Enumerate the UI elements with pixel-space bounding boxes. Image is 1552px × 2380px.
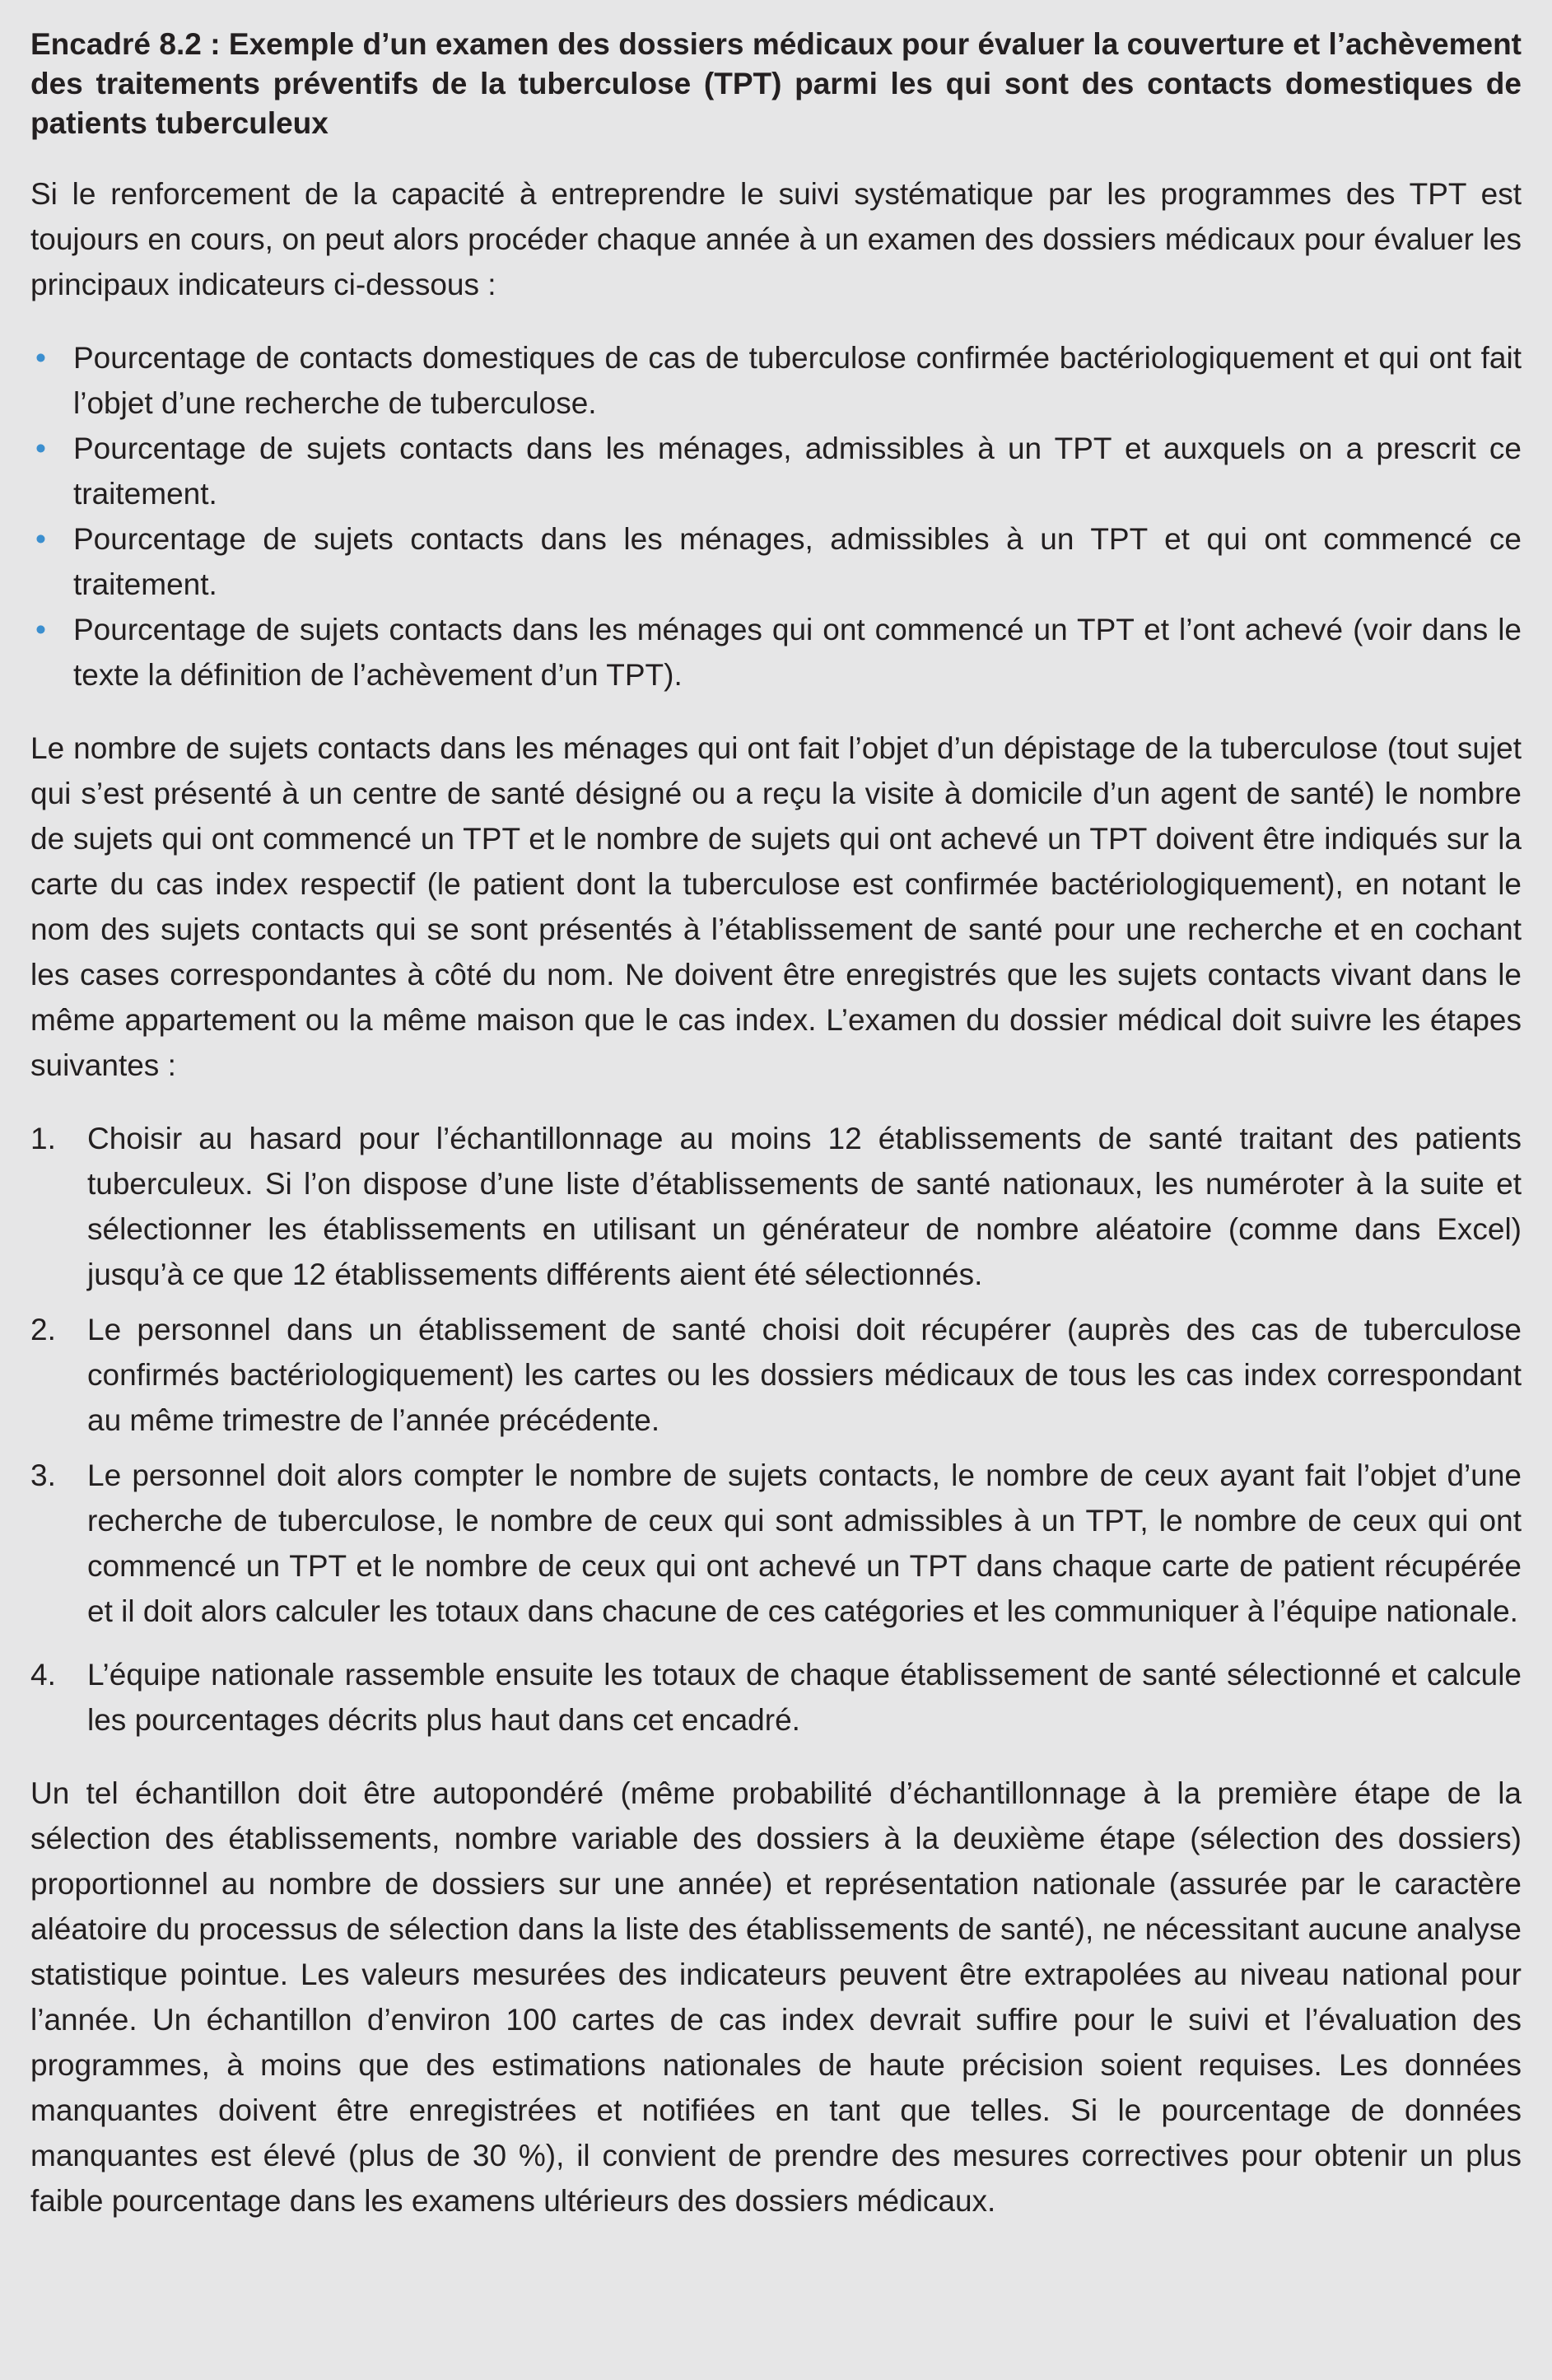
step-text: Le personnel dans un établissement de santé choisi doit récupérer (auprès des cas de tuberculose confirmés bactériologiquement) les cartes ou les dossiers médicaux de tous les cas index correspondant au même trimestre de l’année précédente. — [87, 1313, 1522, 1437]
step-item — [30, 1652, 1522, 1743]
indicator-list — [30, 335, 1522, 698]
step-text: L’équipe nationale rassemble ensuite les totaux de chaque établissement de santé sélectionné et calcule les pourcentages décrits plus haut dans cet encadré. — [87, 1658, 1522, 1737]
list-item-text: Pourcentage de sujets contacts dans les ménages, admissibles à un TPT et qui ont commencé ce traitement. — [73, 522, 1522, 601]
step-number: 2. — [30, 1313, 56, 1346]
bullet-icon: • — [35, 432, 46, 465]
step-number: 3. — [30, 1458, 56, 1492]
box-title: Encadré 8.2 : Exemple d’un examen des dossiers médicaux pour évaluer la couverture et l’achèvement des traitements préventifs de la tuberculose (TPT) parmi les qui sont des contacts domestiques de patients tuberculeux — [30, 27, 1522, 140]
list-item — [30, 516, 1522, 607]
step-item — [30, 1307, 1522, 1443]
list-item — [30, 607, 1522, 698]
step-number: 4. — [30, 1658, 56, 1692]
bullet-icon: • — [35, 613, 46, 646]
list-item-text: Pourcentage de sujets contacts dans les ménages qui ont commencé un TPT et l’ont achevé (voir dans le texte la définition de l’achèvement d’un TPT). — [73, 613, 1522, 692]
closing-paragraph: Un tel échantillon doit être autopondéré (même probabilité d’échantillonnage à la première étape de la sélection des établissements, nombre variable des dossiers à la deuxième étape (sélection des dossiers) proportionnel au nombre de dossiers sur une année) et représentation nationale (assurée par le caractère aléatoire du processus de sélection dans la liste des établissements de santé), ne nécessitant aucune analyse statistique pointue. Les valeurs mesurées des indicateurs peuvent être extrapolées au niveau national pour l’année. Un échantillon d’environ 100 cartes de cas index devrait suffire pour le suivi et l’évaluation des programmes, à moins que des estimations nationales de haute précision soient requises. Les données manquantes doivent être enregistrées et notifiées en tant que telles. Si le pourcentage de données manquantes est élevé (plus de 30 %), il convient de prendre des mesures correctives pour obtenir un plus faible pourcentage dans les examens ultérieurs des dossiers médicaux. — [30, 1776, 1522, 2218]
intro-paragraph: Si le renforcement de la capacité à entreprendre le suivi systématique par les programmes des TPT est toujours en cours, on peut alors procéder chaque année à un examen des dossiers médicaux pour évaluer les principaux indicateurs ci-dessous : — [30, 177, 1522, 301]
step-item — [30, 1116, 1522, 1297]
list-item-text: Pourcentage de sujets contacts dans les ménages, admissibles à un TPT et auxquels on a prescrit ce traitement. — [73, 432, 1522, 511]
bullet-icon: • — [35, 522, 46, 556]
steps-list — [30, 1116, 1522, 1743]
step-text: Le personnel doit alors compter le nombre de sujets contacts, le nombre de ceux ayant fait l’objet d’une recherche de tuberculose, le nombre de ceux qui sont admissibles à un TPT, le nombre de ceux qui ont commencé un TPT et le nombre de ceux qui ont achevé un TPT dans chaque carte de patient récupérée et il doit alors calculer les totaux dans chacune de ces catégories et les communiquer à l’équipe nationale. — [87, 1458, 1522, 1628]
step-number: 1. — [30, 1122, 56, 1155]
step-item — [30, 1453, 1522, 1634]
list-item — [30, 426, 1522, 516]
step-text: Choisir au hasard pour l’échantillonnage au moins 12 établissements de santé traitant des patients tuberculeux. Si l’on dispose d’une liste d’établissements de santé nationaux, les numéroter à la suite et sélectionner les établissements en utilisant un générateur de nombre aléatoire (comme dans Excel) jusqu’à ce que 12 établissements différents aient été sélectionnés. — [87, 1122, 1522, 1291]
list-item — [30, 335, 1522, 426]
bullet-icon: • — [35, 341, 46, 375]
list-item-text: Pourcentage de contacts domestiques de cas de tuberculose confirmée bactériologiquement et qui ont fait l’objet d’une recherche de tuberculose. — [73, 341, 1522, 420]
procedure-paragraph: Le nombre de sujets contacts dans les ménages qui ont fait l’objet d’un dépistage de la tuberculose (tout sujet qui s’est présenté à un centre de santé désigné ou a reçu la visite à domicile d’un agent de santé) le nombre de sujets qui ont commencé un TPT et le nombre de sujets qui ont achevé un TPT doivent être indiqués sur la carte du cas index respectif (le patient dont la tuberculose est confirmée bactériologiquement), en notant le nom des sujets contacts qui se sont présentés à l’établissement de santé pour une recherche et en cochant les cases correspondantes à côté du nom. Ne doivent être enregistrés que les sujets contacts vivant dans le même appartement ou la même maison que le cas index. L’examen du dossier médical doit suivre les étapes suivantes : — [30, 731, 1522, 1082]
